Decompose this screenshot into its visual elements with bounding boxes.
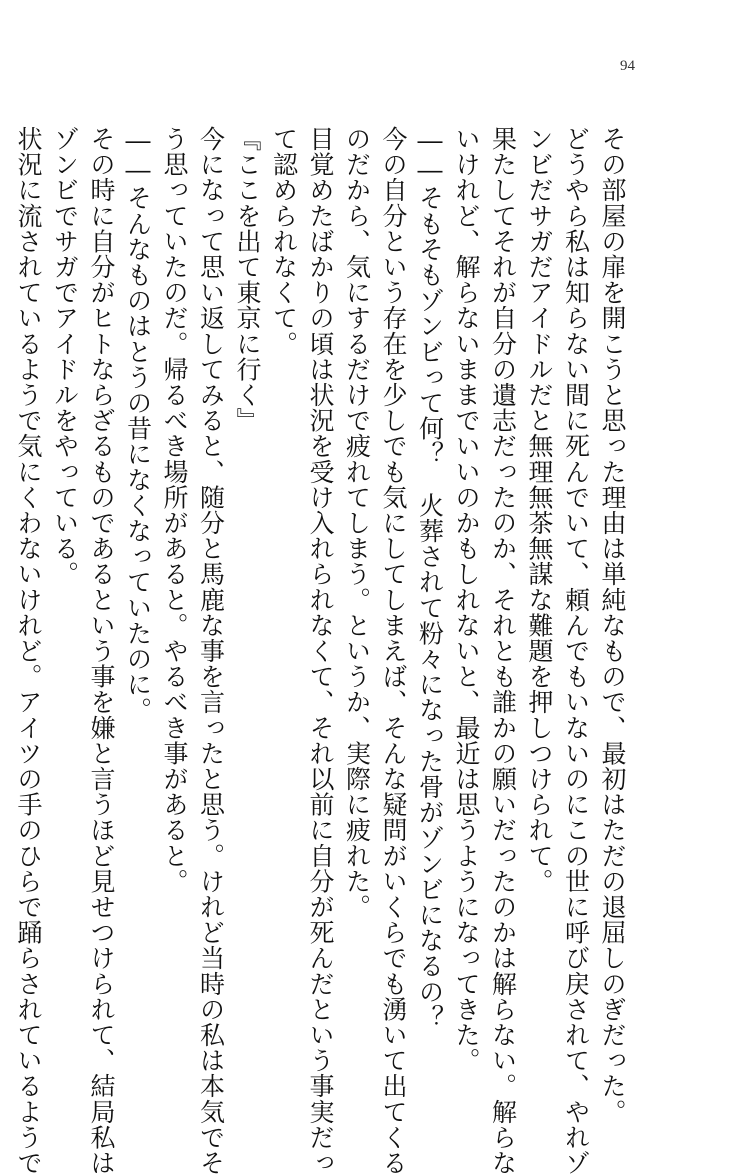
text-line: どうやら私は知らない間に死んでいて、頼んでもいないのにこの世に呼び戻されて、やれゾ — [561, 126, 591, 1176]
text-line: ――そんなものはとうの昔になくなっていたのに。 — [123, 126, 153, 723]
page-number: 94 — [620, 58, 635, 74]
text-line: う思っていたのだ。帰るべき場所があると。やるべき事があると。 — [160, 126, 189, 894]
text-line: いけれど、解らないままでいいのかもしれないと、最近は思うようになってきた。 — [452, 126, 481, 1074]
text-line: 果たしてそれが自分の遺志だったのか、それとも誰かの願いだったのかは解らない。解らな — [488, 126, 518, 1176]
text-line: 状況に流されているようで気にくわないけれど。アイツの手のひらで踊らされているようで — [14, 126, 43, 1176]
text-line: 『ここを出て東京に行く』 — [233, 126, 262, 434]
text-line: のだから、気にするだけで疲れてしまう。というか、実際に疲れた。 — [342, 126, 372, 920]
text-line: て認められなくて。 — [269, 126, 299, 357]
text-line: ――そもそもゾンビって何？ 火葬されて粉々になった骨がゾンビになるの？ — [415, 126, 445, 1030]
text-line: 今になって思い返してみると、随分と馬鹿な事を言ったと思う。けれど当時の私は本気でそ — [196, 126, 226, 1176]
vertical-body-text — [10, 126, 631, 1176]
text-line: 今の自分という存在を少しでも気にしてしまえば、そんな疑問がいくらでも湧いて出てくる — [379, 126, 408, 1176]
text-line: ゾンビでサガでアイドルをやっている。 — [50, 126, 80, 587]
text-line: その部屋の扉を開こうと思った理由は単純なもので、最初はただの退屈しのぎだった。 — [598, 126, 627, 1125]
text-line: 目覚めたばかりの頃は状況を受け入れられなくて、それ以前に自分が死んだという事実だっ — [306, 126, 335, 1176]
text-line: その時に自分がヒトならざるものであるという事を嫌と言うほど見せつけられて、結局私は — [87, 126, 116, 1176]
text-line: ンビだサガだアイドルだと無理無茶無謀な難題を押しつけられて。 — [525, 126, 554, 894]
